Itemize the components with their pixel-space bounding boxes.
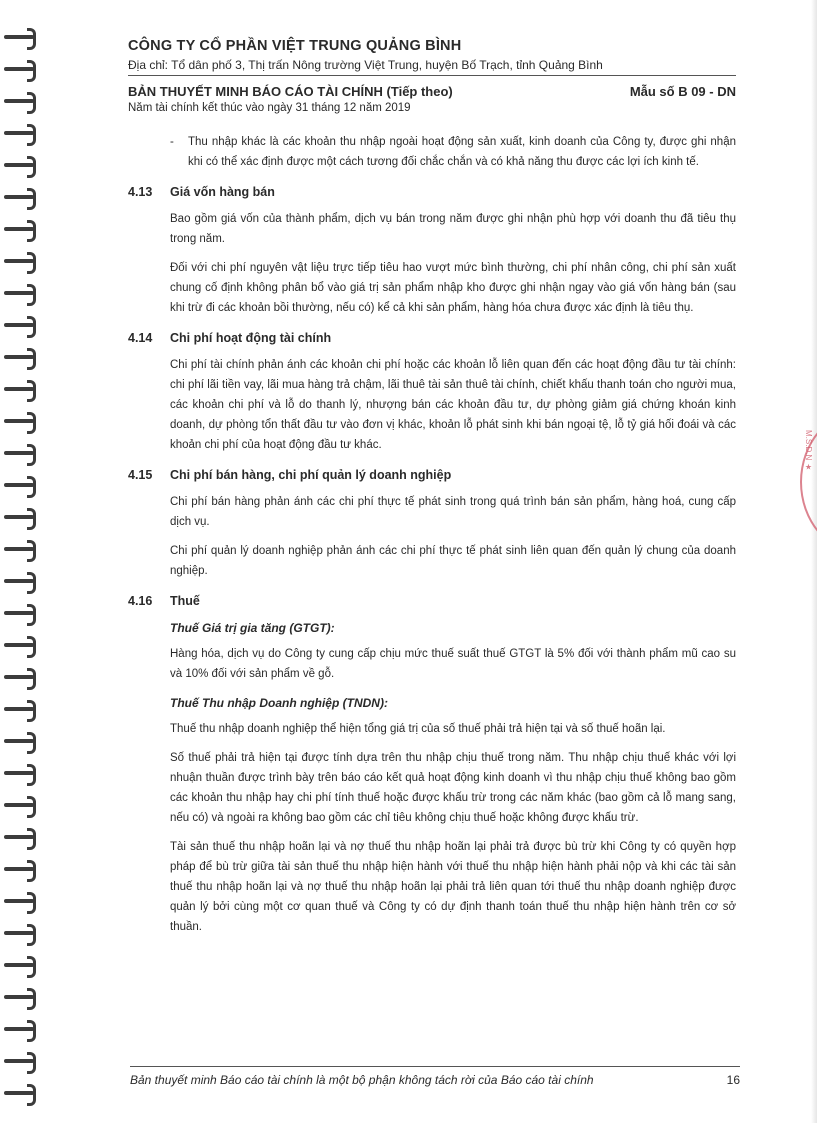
- fiscal-year-line: Năm tài chính kết thúc vào ngày 31 tháng 12 năm 2019: [128, 102, 411, 114]
- binding-ring: [4, 988, 38, 1006]
- footer-note: Bản thuyết minh Báo cáo tài chính là một bộ phận không tách rời của Báo cáo tài chính: [130, 1073, 594, 1087]
- binding-ring: [4, 316, 38, 334]
- binding-ring: [4, 668, 38, 686]
- section-title: Chi phí bán hàng, chi phí quản lý doanh nghiệp: [170, 468, 452, 482]
- document-header: [128, 38, 736, 114]
- paragraph: Chi phí tài chính phản ánh các khoản chi phí hoặc các khoản lỗ liên quan đến các hoạt động đầu tư tài chính: chi phí lãi tiền vay, lãi mua hàng trả chậm, lãi thuê tài sản thuê tài chính, chiết khấu thanh toán cho người mua, các khoản chi phí và lỗ do thanh lý, nhượng bán các khoản đầu tư, dự phòng giảm giá chứng khoán kinh doanh, dự phòng tổn thất đầu tư vào đơn vị khác, khoản lỗ phát sinh khi bán ngoại tệ, lỗ tỷ giá hối đoái và các khoản chi phí của hoạt động đầu tư khác.: [170, 359, 736, 451]
- form-number: Mẫu số B 09 - DN: [629, 84, 736, 99]
- binding-ring: [4, 508, 38, 526]
- binding-ring: [4, 732, 38, 750]
- section-number: 4.13: [128, 185, 153, 199]
- paragraph: Chi phí bán hàng phản ánh các chi phí thực tế phát sinh trong quá trình bán sản phẩm, hàng hoá, cung cấp dịch vụ.: [170, 496, 736, 528]
- binding-ring: [4, 860, 38, 878]
- binding-ring: [4, 892, 38, 910]
- bullet-dash: -: [170, 136, 174, 148]
- binding-ring: [4, 92, 38, 110]
- binding-ring: [4, 348, 38, 366]
- section-heading-4-14: [128, 328, 736, 348]
- paragraph: Đối với chi phí nguyên vật liệu trực tiếp tiêu hao vượt mức bình thường, chi phí nhân công, chi phí sản xuất chung cố định không phân bổ vào giá trị sản phẩm nhập kho được ghi nhận ngay vào giá vốn hàng bán (sau khi trừ đi các khoản bồi thường, nếu có) kể cả khi sản phẩm, hàng hóa chưa được xác định là tiêu thụ.: [170, 262, 736, 314]
- binding-ring: [4, 924, 38, 942]
- company-seal-stamp: [796, 410, 817, 550]
- report-title-row: [128, 84, 736, 99]
- binding-ring: [4, 412, 38, 430]
- paragraph: Tài sản thuế thu nhập hoãn lại và nợ thuế thu nhập hoãn lại phải trả được bù trừ khi Công ty có quyền hợp pháp để bù trừ giữa tài sản thuế thu nhập hiện hành với thuế thu nhập hiện hành phải nộp và khi các tài sản thuế thu nhập hoãn lại và nợ thuế thu nhập hoãn lại phải trả liên quan tới thuế thu nhập doanh nghiệp được quản lý bởi cùng một cơ quan thuế và Công ty có dự định thanh toán thuế thu nhập hiện hành trên cơ sở thuần.: [170, 841, 736, 933]
- section-number: 4.15: [128, 468, 153, 482]
- paragraph: Chi phí quản lý doanh nghiệp phản ánh các chi phí thực tế phát sinh liên quan đến quản lý chung của doanh nghiệp.: [170, 545, 736, 577]
- section-number: 4.14: [128, 331, 153, 345]
- binding-ring: [4, 28, 38, 46]
- section-heading-4-15: [128, 465, 736, 485]
- binding-ring: [4, 764, 38, 782]
- spiral-binding: [0, 0, 42, 1123]
- binding-ring: [4, 956, 38, 974]
- binding-ring: [4, 572, 38, 590]
- intro-bullet: [170, 132, 736, 172]
- section-title: Chi phí hoạt động tài chính: [170, 331, 332, 345]
- page-footer: [130, 1066, 740, 1087]
- binding-ring: [4, 220, 38, 238]
- paragraph: Số thuế phải trả hiện tại được tính dựa trên thu nhập chịu thuế trong năm. Thu nhập chịu thuế khác với lợi nhuận thuần được trình bày trên báo cáo kết quả hoạt động kinh doanh vì thu nhập chịu thuế không bao gồm các khoản thu nhập hay chi phí tính thuế hoặc được khấu trừ trong các năm khác (bao gồm cả lỗ mang sang, nếu có) và ngoài ra không bao gồm các chỉ tiêu không chịu thuế hoặc không được khấu trừ.: [170, 752, 736, 824]
- binding-ring: [4, 252, 38, 270]
- binding-ring: [4, 1052, 38, 1070]
- page-edge-shadow: [811, 0, 817, 1123]
- page-number: 16: [726, 1073, 740, 1087]
- paragraph: Bao gồm giá vốn của thành phẩm, dịch vụ bán trong năm được ghi nhận phù hợp với doanh thu đã tiêu thụ trong năm.: [170, 213, 736, 245]
- paragraph: Hàng hóa, dịch vụ do Công ty cung cấp chịu mức thuế suất thuế GTGT là 5% đối với thành phẩm mũ cao su và 10% đối với sản phẩm về gỗ.: [170, 648, 736, 680]
- binding-ring: [4, 444, 38, 462]
- subheading-vat: Thuế Giá trị gia tăng (GTGT):: [170, 621, 335, 635]
- document-body: [128, 132, 736, 946]
- section-heading-4-13: [128, 182, 736, 202]
- section-number: 4.16: [128, 594, 153, 608]
- paragraph: Thuế thu nhập doanh nghiệp thể hiện tổng giá trị của số thuế phải trả hiện tại và số thuế hoãn lại.: [170, 723, 666, 735]
- binding-ring: [4, 1084, 38, 1102]
- binding-ring: [4, 380, 38, 398]
- binding-ring: [4, 188, 38, 206]
- binding-ring: [4, 60, 38, 78]
- section-title: Thuế: [170, 594, 200, 608]
- report-title: BẢN THUYẾT MINH BÁO CÁO TÀI CHÍNH (Tiếp theo): [128, 84, 453, 99]
- binding-ring: [4, 636, 38, 654]
- seal-text: M.S.D.N ★: [804, 430, 813, 472]
- binding-ring: [4, 828, 38, 846]
- binding-ring: [4, 796, 38, 814]
- binding-ring: [4, 124, 38, 142]
- binding-ring: [4, 476, 38, 494]
- company-name: CÔNG TY CỔ PHẦN VIỆT TRUNG QUẢNG BÌNH: [128, 38, 462, 54]
- section-title: Giá vốn hàng bán: [170, 185, 275, 199]
- binding-ring: [4, 1020, 38, 1038]
- section-heading-4-16: [128, 591, 736, 611]
- bullet-text: Thu nhập khác là các khoản thu nhập ngoài hoạt động sản xuất, kinh doanh của Công ty, được ghi nhận khi có thể xác định được một cách tương đối chắc chắn và có khả năng thu được các lợi ích kinh tế.: [188, 136, 736, 168]
- subheading-cit: Thuế Thu nhập Doanh nghiệp (TNDN):: [170, 696, 388, 710]
- binding-ring: [4, 604, 38, 622]
- company-address: Địa chỉ: Tổ dân phố 3, Thị trấn Nông trường Việt Trung, huyện Bố Trạch, tỉnh Quảng Bình: [128, 58, 736, 76]
- binding-ring: [4, 700, 38, 718]
- binding-ring: [4, 540, 38, 558]
- binding-ring: [4, 156, 38, 174]
- binding-ring: [4, 284, 38, 302]
